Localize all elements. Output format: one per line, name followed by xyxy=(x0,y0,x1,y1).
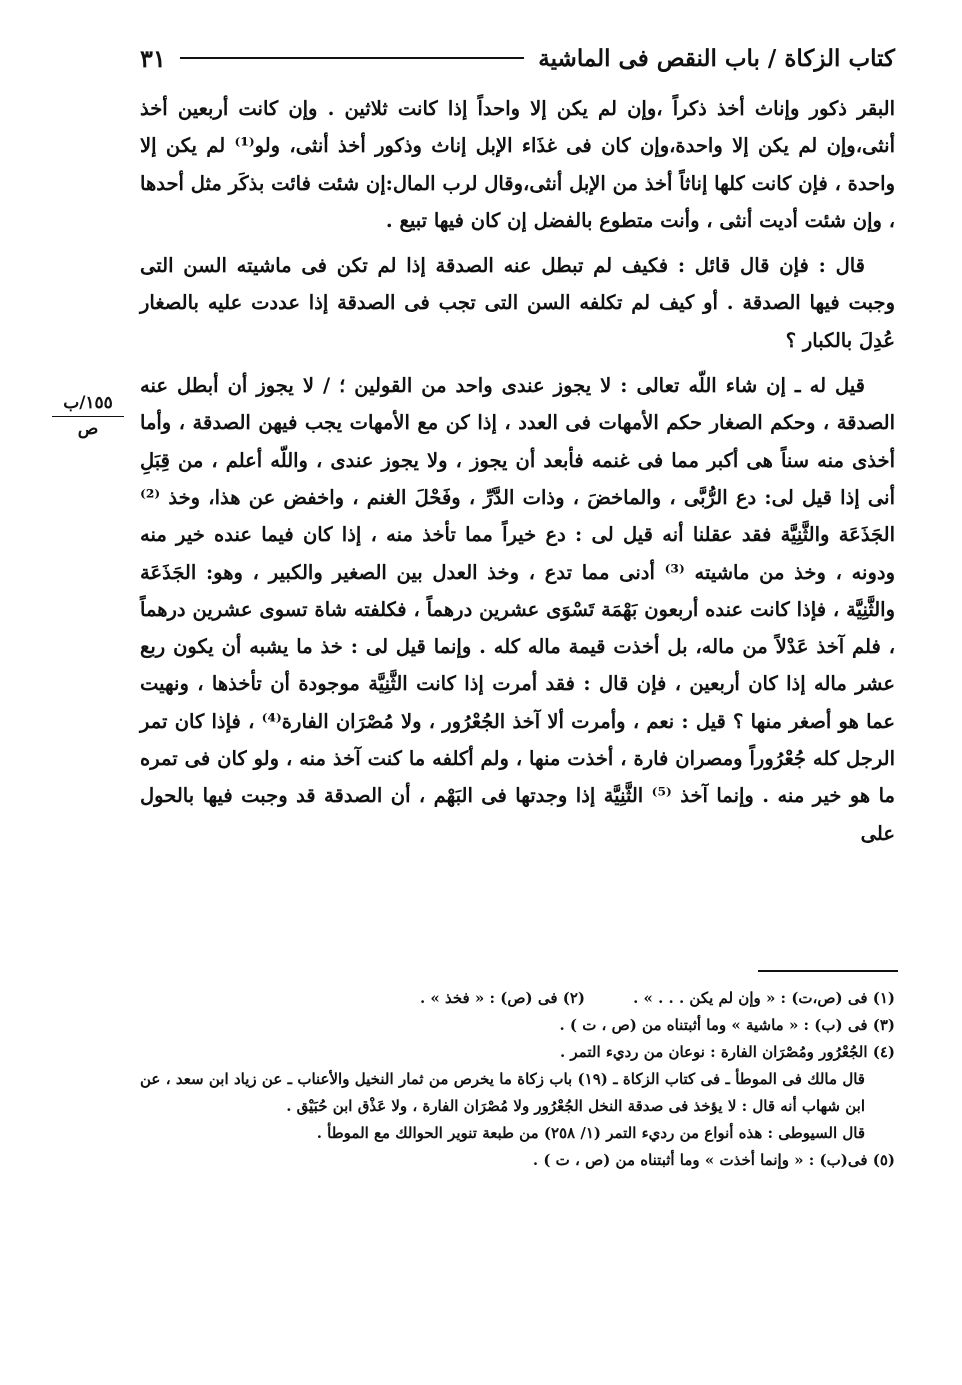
header-title: كتاب الزكاة / باب النقص فى الماشية xyxy=(538,44,895,72)
folio-reference: ١٥٥/ب xyxy=(52,393,124,417)
footnote-separator xyxy=(758,970,898,972)
footnote-1: (١) فى (ص،ت) : « وإن لم يكن . . . » . xyxy=(633,989,895,1007)
header-rule xyxy=(180,57,525,59)
main-text xyxy=(140,90,895,852)
paragraph-1: البقر ذكور وإناث أخذ ذكراً ،وإن لم يكن إلا واحداً إذا كانت ثلاثين . وإن كانت أربعين أخذ أنثى،وإن لم يكن إلا واحدة،وإن كان فى غذَاء الإبل إناث وذكور أخذ أنثى، ولو⁽¹⁾ لم يكن إلا واحدة ، فإن كانت كلها إناثاً أخذ من الإبل أنثى،وقال لرب المال:إن شئت فائت بذكَر مثل أحدها ، وإن شئت أديت أنثى ، وأنت متطوع بالفضل إن كان فيها تبيع . xyxy=(140,97,895,232)
running-header xyxy=(140,38,895,78)
footnote-2: (٢) فى (ص) : « فخذ » . xyxy=(419,989,585,1007)
manuscript-siglum: ص xyxy=(77,419,99,439)
footnote-4-quote-malik: قال مالك فى الموطأ ـ فى كتاب الزكاة ـ (١٩) باب زكاة ما يخرص من ثمار النخيل والأعناب ـ عن زياد ابن سعد ، عن ابن شهاب أنه قال : لا يؤخذ فى صدقة النخل الجُعْرُور ولا مُصْرَان الفارة ، ولا عَذْق ابن حُبَيْق . xyxy=(140,1070,865,1115)
footnote-4-quote-suyuti: قال السيوطى : هذه أنواع من رديء التمر (١/ ٢٥٨) من طبعة تنوير الحوالك مع الموطأ . xyxy=(316,1124,865,1142)
footnote-4: (٤) الجُعْرُور ومُصْرَان الفارة : نوعان من رديء التمر . xyxy=(559,1043,895,1061)
paragraph-3: قيل له ـ إن شاء اللّه تعالى : لا يجوز عندى واحد من القولين ؛ / لا يجوز أن أبطل عنه الصدقة ، وحكم الصغار حكم الأمهات فى العدد ، إذا كن مع الأمهات يجب فيهن الصدقة ، وأما أخذى منه سناً هى أكبر مما فى غنمه فأبعد أن يجوز ، ولا يجوز عندى ، واللّه أعلم ، من قِبَلِ أنى إذا قيل لى: دع الرُّبَّى ، والماخضَ ، وذات الدَّرِّ ، وفَحْلَ الغنم ، واخفض عن هذا، وخذ ⁽²⁾ الجَذَعَة والثَّنِيَّة فقد عقلنا أنه قيل لى : دع خيراً مما تأخذ منه ، إذا كان فيما عنده خير منه ودونه ، وخذ من ماشيته ⁽³⁾ أدنى مما تدع ، وخذ العدل بين الصغير والكبير ، وهو: الجَذَعَة والثَّنِيَّة ، فإذا كانت عنده أربعون بَهْمَة تَسْوَى عشرين درهماً ، فكلفته شاة تسوى عشرين درهماً ، فلم آخذ عَدْلاً من ماله، بل أخذت قيمة ماله كله . وإنما قيل لى : خذ ما يشبه أن يكون ربع عشر ماله إذا كان أربعين ، فإن قال : فقد أمرت إذا كانت الثَّنِيَّة موجودة أن تأخذها ، ونهيت عما هو أصغر منها ؟ قيل : نعم ، وأمرت ألا آخذ الجُعْرُور ، ولا مُصْرَان الفارة⁽⁴⁾ ، فإذا كان تمر الرجل كله جُعْرُوراً ومصران فارة ، أخذت منها ، ولم أكلفه ما كنت آخذ منه ، ولو كان فى تمره ما هو خير منه . وإنما آخذ ⁽⁵⁾ الثَّنِيَّة إذا وجدتها فى البَهْم ، أن الصدقة قد وجبت فيها بالحول على xyxy=(140,374,895,845)
page-number: ٣١ xyxy=(140,43,166,73)
footnote-5: (٥) فى(ب) : « وإنما أخذت » وما أثبتناه من (ص ، ت ) . xyxy=(532,1151,895,1169)
footnote-row-1 xyxy=(140,985,895,1012)
footnotes xyxy=(140,985,895,1174)
manuscript-folio-note xyxy=(52,393,124,439)
footnote-3: (٣) فى (ب) : « ماشية » وما أثبتناه من (ص ، ت ) . xyxy=(559,1016,895,1034)
paragraph-2: قال : فإن قال قائل : فكيف لم تبطل عنه الصدقة إذا لم تكن فى ماشيته السن التى وجبت فيها الصدقة . أو كيف لم تكلفه السن التى تجب فى الصدقة إذا عددت عليه بالصغار عُدِلَ بالكبار ؟ xyxy=(140,254,895,352)
